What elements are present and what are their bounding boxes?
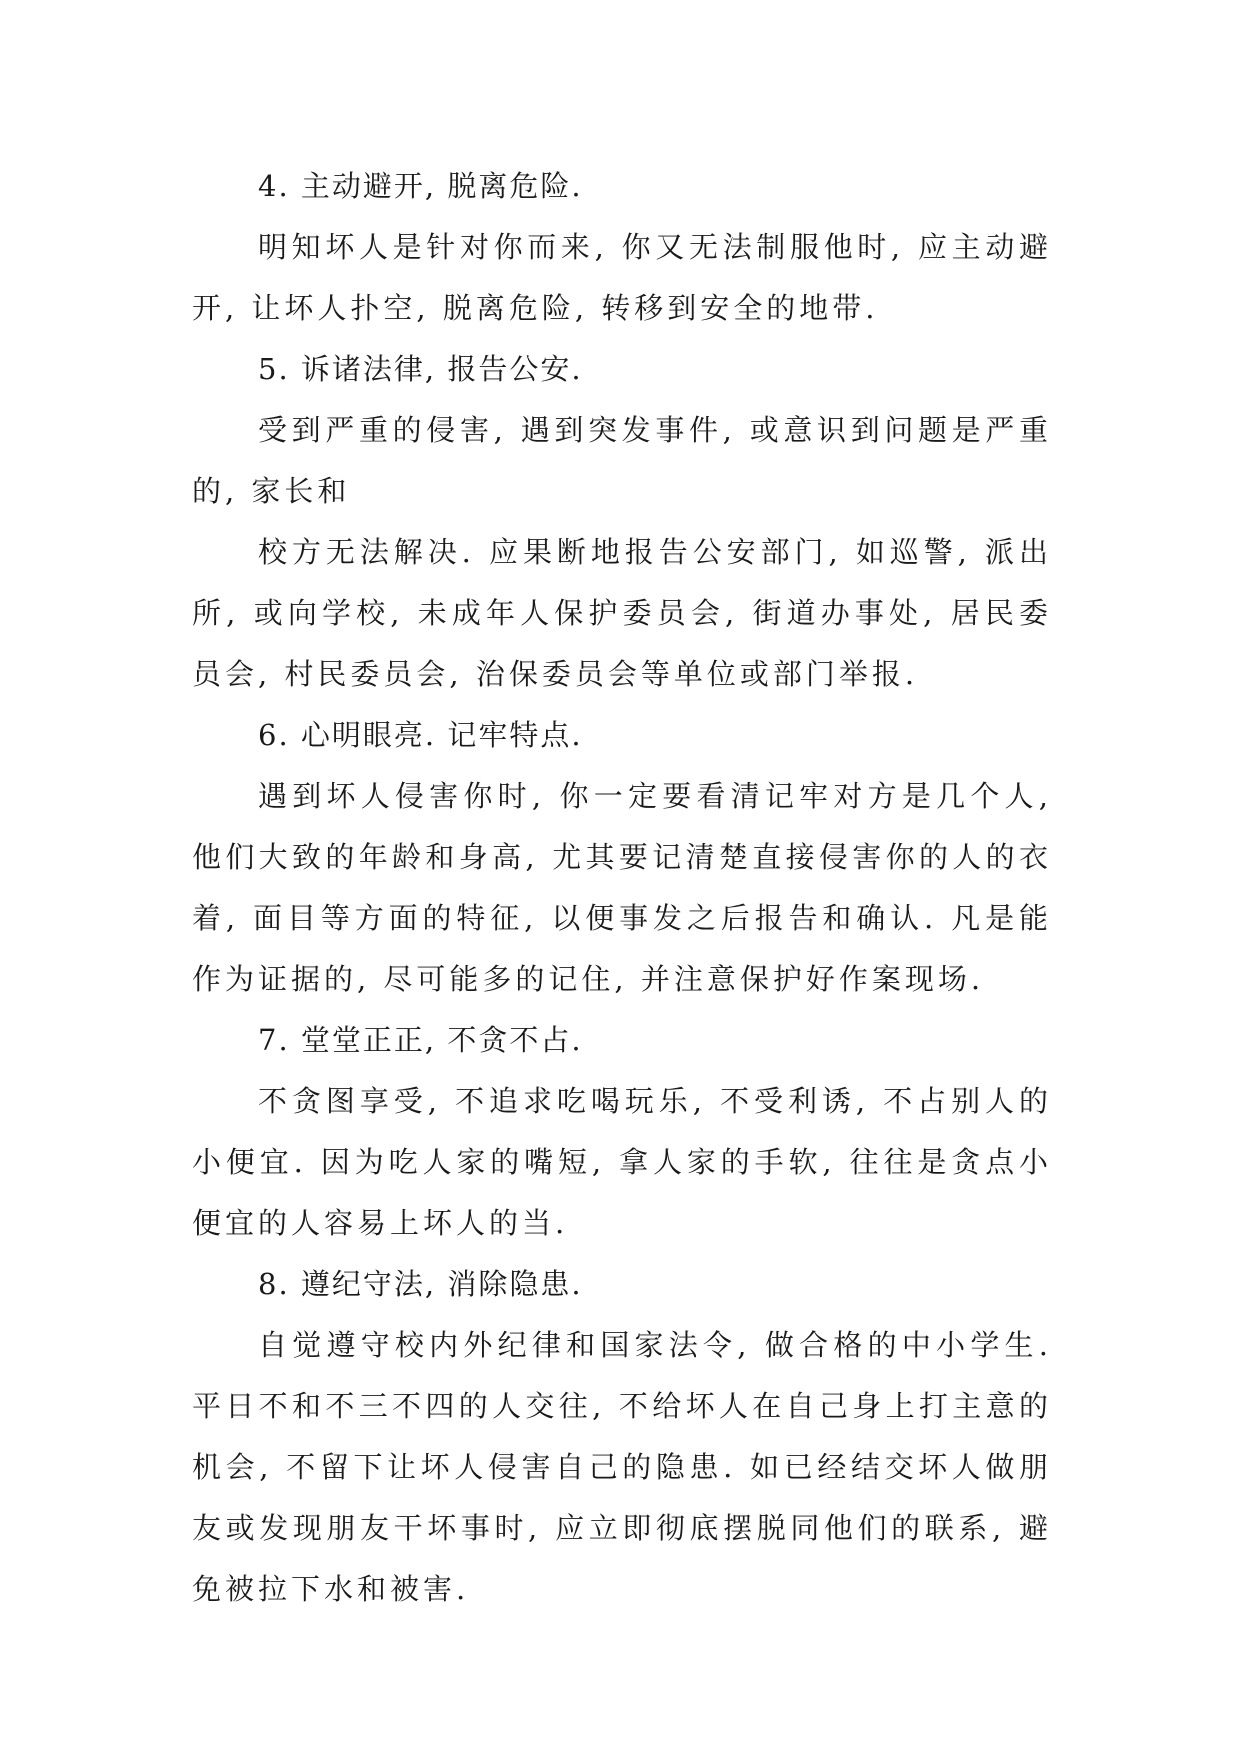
section-paragraph-5: 受到严重的侵害, 遇到突发事件, 或意识到问题是严重的, 家长和 xyxy=(192,413,1052,508)
section-paragraph-7: 不贪图享受, 不追求吃喝玩乐, 不受利诱, 不占别人的小便宜. 因为吃人家的嘴短, 拿人家的手软, 往往是贪点小便宜的人容易上坏人的当. xyxy=(192,1084,1052,1240)
section-paragraph-8: 自觉遵守校内外纪律和国家法令, 做合格的中小学生. 平日不和不三不四的人交往, 不给坏人在自己身上打主意的机会, 不留下让坏人侵害自己的隐患. 如已经结交坏人做朋友或发现朋友干坏事时, 应立即彻底摆脱同他们的联系, 避免被拉下水和被害. xyxy=(192,1328,1052,1606)
section-heading-6: 6. 心明眼亮. 记牢特点. xyxy=(258,718,583,752)
section-paragraph-5-continued: 校方无法解决. 应果断地报告公安部门, 如巡警, 派出所, 或向学校, 未成年人保护委员会, 街道办事处, 居民委员会, 村民委员会, 治保委员会等单位或部门举报. xyxy=(192,535,1052,691)
section-heading-7: 7. 堂堂正正, 不贪不占. xyxy=(258,1023,583,1057)
document-body xyxy=(192,156,1052,1620)
section-heading-8: 8. 遵纪守法, 消除隐患. xyxy=(258,1267,583,1301)
section-heading-5: 5. 诉诸法律, 报告公安. xyxy=(258,352,583,386)
section-heading-4: 4. 主动避开, 脱离危险. xyxy=(258,169,583,203)
section-paragraph-6: 遇到坏人侵害你时, 你一定要看清记牢对方是几个人, 他们大致的年龄和身高, 尤其要记清楚直接侵害你的人的衣着, 面目等方面的特征, 以便事发之后报告和确认. 凡是能作为证据的, 尽可能多的记住, 并注意保护好作案现场. xyxy=(192,779,1052,996)
section-paragraph-4: 明知坏人是针对你而来, 你又无法制服他时, 应主动避开, 让坏人扑空, 脱离危险, 转移到安全的地带. xyxy=(192,230,1052,325)
